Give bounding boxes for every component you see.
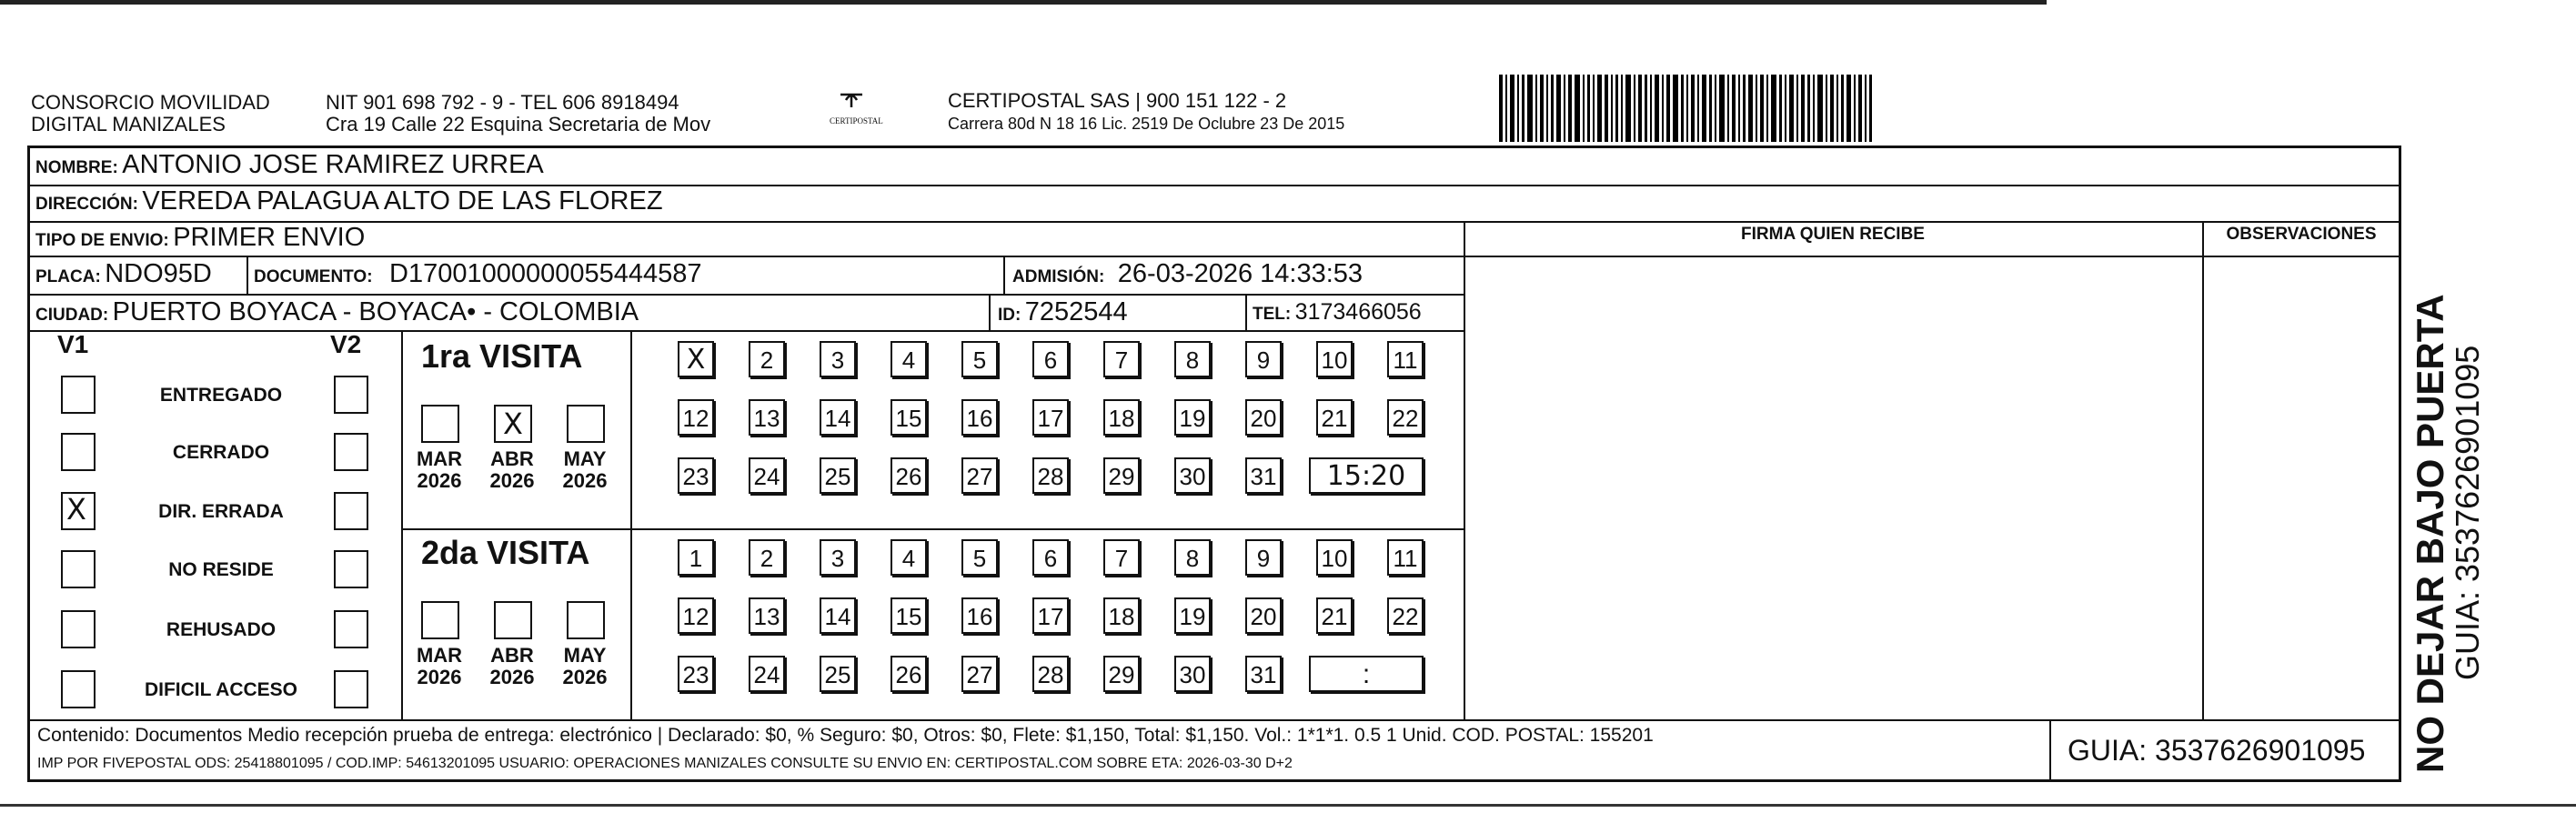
visit1-month-box-mar[interactable] bbox=[421, 405, 459, 443]
barcode-bar bbox=[1681, 75, 1684, 142]
visit1-day-12[interactable]: 12 bbox=[678, 399, 714, 436]
barcode-bar bbox=[1709, 75, 1712, 142]
visit1-day-16[interactable]: 16 bbox=[961, 399, 998, 436]
visit1-month-label: MAY bbox=[563, 447, 607, 470]
visit2-day-14[interactable]: 14 bbox=[820, 597, 856, 634]
visit2-day-12[interactable]: 12 bbox=[678, 597, 714, 634]
barcode-bar bbox=[1551, 75, 1554, 142]
visit2-day-22[interactable]: 22 bbox=[1387, 597, 1424, 634]
barcode-bar bbox=[1655, 75, 1659, 142]
ciudad-label: CIUDAD: bbox=[35, 306, 109, 325]
visit2-day-31[interactable]: 31 bbox=[1245, 656, 1282, 692]
visit2-day-11[interactable]: 11 bbox=[1387, 539, 1424, 576]
visit1-day-15[interactable]: 15 bbox=[891, 399, 927, 436]
barcode-bar bbox=[1605, 75, 1608, 142]
barcode-bar bbox=[1583, 75, 1585, 142]
visit2-day-27[interactable]: 27 bbox=[961, 656, 998, 692]
barcode-bar bbox=[1686, 75, 1688, 142]
visit1-month-box-may[interactable] bbox=[567, 405, 605, 443]
company-name-line1: CONSORCIO MOVILIDAD bbox=[31, 91, 270, 114]
barcode-bar bbox=[1510, 75, 1514, 142]
barcode-bar bbox=[1662, 75, 1664, 142]
visit1-day-18[interactable]: 18 bbox=[1103, 399, 1140, 436]
barcode-bar bbox=[1732, 75, 1736, 142]
visit1-day-5[interactable]: 5 bbox=[961, 341, 998, 377]
footer-impresion: IMP POR FIVEPOSTAL ODS: 25418801095 / COD.IMP: 54613201095 USUARIO: OPERACIONES MANIZALES CONSULTE SU ENVIO EN: CERTIPOSTAL.COM SOBRE ETA: 2026-03-30 D+2 bbox=[37, 756, 1293, 771]
visit1-day-13[interactable]: 13 bbox=[749, 399, 785, 436]
tel-label: TEL: bbox=[1253, 305, 1292, 324]
barcode-bar bbox=[1836, 75, 1838, 142]
visit1-year-label: 2026 bbox=[417, 469, 462, 492]
status-label-5: REHUSADO bbox=[166, 619, 277, 640]
barcode-bar bbox=[1673, 75, 1678, 142]
barcode-bar bbox=[1813, 75, 1815, 142]
visit2-month-label: ABR bbox=[490, 644, 534, 667]
visit2-day-29[interactable]: 29 bbox=[1103, 656, 1140, 692]
status-label-6: DIFICIL ACCESO bbox=[144, 679, 297, 700]
visit1-month-caption bbox=[412, 448, 467, 492]
visit1-title: 1ra VISITA bbox=[421, 337, 583, 375]
tel-value: 3173466056 bbox=[1294, 299, 1422, 325]
rule-under-column-headers bbox=[1464, 256, 2399, 257]
visit1-month-caption bbox=[485, 448, 539, 492]
visit1-day-30[interactable]: 30 bbox=[1174, 457, 1211, 494]
visit1-day-28[interactable]: 28 bbox=[1032, 457, 1069, 494]
visit2-day-26[interactable]: 26 bbox=[891, 656, 927, 692]
visit1-day-3[interactable]: 3 bbox=[820, 341, 856, 377]
visit1-day-24[interactable]: 24 bbox=[749, 457, 785, 494]
firma-header bbox=[1464, 225, 2202, 245]
barcode-bar bbox=[1727, 75, 1729, 142]
visit2-month-label: MAR bbox=[416, 644, 463, 667]
visit2-month-box-abr[interactable] bbox=[494, 601, 532, 639]
barcode-bar bbox=[1807, 75, 1810, 142]
barcode-bar bbox=[1666, 75, 1670, 142]
visit2-day-16[interactable]: 16 bbox=[961, 597, 998, 634]
visit2-day-18[interactable]: 18 bbox=[1103, 597, 1140, 634]
barcode bbox=[1499, 75, 2219, 142]
visit1-year-label: 2026 bbox=[489, 469, 535, 492]
visit2-day-24[interactable]: 24 bbox=[749, 656, 785, 692]
visit2-day-4[interactable]: 4 bbox=[891, 539, 927, 576]
visit1-month-label: MAR bbox=[416, 447, 463, 470]
barcode-bar bbox=[1597, 75, 1602, 142]
barcode-bar bbox=[1796, 75, 1798, 142]
visit2-day-28[interactable]: 28 bbox=[1032, 656, 1069, 692]
barcode-bar bbox=[1854, 75, 1856, 142]
footer-guia: GUIA: 3537626901095 bbox=[2068, 734, 2366, 767]
visit-grids bbox=[30, 148, 1464, 719]
v1-check-mark: X bbox=[66, 492, 86, 527]
visit2-day-17[interactable]: 17 bbox=[1032, 597, 1069, 634]
barcode-bar bbox=[1564, 75, 1565, 142]
tipo-value: PRIMER ENVIO bbox=[173, 223, 366, 252]
documento-label: DOCUMENTO: bbox=[254, 267, 373, 286]
barcode-bar bbox=[1691, 75, 1695, 142]
observaciones-header bbox=[2204, 225, 2399, 245]
visit1-day-22[interactable]: 22 bbox=[1387, 399, 1424, 436]
barcode-bar bbox=[1756, 75, 1757, 142]
admision-label: ADMISIÓN: bbox=[1012, 267, 1105, 286]
barcode-bar bbox=[1611, 75, 1613, 142]
barcode-bar bbox=[1817, 75, 1823, 142]
direccion-label: DIRECCIÓN: bbox=[35, 195, 138, 214]
id-label: ID: bbox=[998, 306, 1021, 325]
barcode-bar bbox=[1779, 75, 1782, 142]
barcode-bar bbox=[1650, 75, 1652, 142]
documento-value: D17001000000055444587 bbox=[389, 259, 702, 288]
barcode-bar bbox=[1697, 75, 1699, 142]
visit1-day-10[interactable]: 10 bbox=[1316, 341, 1353, 377]
rule-footer-guia-left bbox=[2049, 719, 2051, 779]
visit2-day-20[interactable]: 20 bbox=[1245, 597, 1282, 634]
visit1-day-23[interactable]: 23 bbox=[678, 457, 714, 494]
barcode-bar bbox=[1826, 75, 1827, 142]
status-label-2: CERRADO bbox=[172, 442, 270, 463]
visit1-month-label: ABR bbox=[490, 447, 534, 470]
barcode-bar bbox=[1846, 75, 1851, 142]
visit1-day-9[interactable]: 9 bbox=[1245, 341, 1282, 377]
rule-observaciones-left bbox=[2202, 221, 2204, 719]
company-name-line2: DIGITAL MANIZALES bbox=[31, 113, 226, 136]
visit1-day-19[interactable]: 19 bbox=[1174, 399, 1211, 436]
status-label-4: NO RESIDE bbox=[168, 559, 274, 580]
direccion-value: VEREDA PALAGUA ALTO DE LAS FLOREZ bbox=[142, 186, 663, 216]
ciudad-value: PUERTO BOYACA - BOYACA• - COLOMBIA bbox=[112, 297, 639, 326]
barcode-bar bbox=[1634, 75, 1635, 142]
visit1-day-6[interactable]: 6 bbox=[1032, 341, 1069, 377]
barcode-bar bbox=[1830, 75, 1834, 142]
visit1-time-field[interactable]: 15:20 bbox=[1309, 457, 1424, 494]
placa-label: PLACA: bbox=[35, 267, 101, 286]
visit1-day-4[interactable]: 4 bbox=[891, 341, 927, 377]
visit2-day-30[interactable]: 30 bbox=[1174, 656, 1211, 692]
visit2-day-7[interactable]: 7 bbox=[1103, 539, 1140, 576]
visit1-day-20[interactable]: 20 bbox=[1245, 399, 1282, 436]
barcode-bar bbox=[1841, 75, 1844, 142]
barcode-bar bbox=[1785, 75, 1786, 142]
barcode-bar bbox=[1587, 75, 1590, 142]
visit1-month-box-abr[interactable] bbox=[494, 405, 532, 443]
visit2-month-label: MAY bbox=[563, 644, 607, 667]
barcode-bar bbox=[1575, 75, 1580, 142]
visit2-day-3[interactable]: 3 bbox=[820, 539, 856, 576]
carrier-name: CERTIPOSTAL SAS | 900 151 122 - 2 bbox=[948, 89, 1287, 112]
carrier-logo bbox=[833, 89, 870, 116]
visit2-month-box-mar[interactable] bbox=[421, 601, 459, 639]
visit2-day-8[interactable]: 8 bbox=[1174, 539, 1211, 576]
barcode-bar bbox=[1702, 75, 1706, 142]
barcode-bar bbox=[1540, 75, 1544, 142]
visit2-day-21[interactable]: 21 bbox=[1316, 597, 1353, 634]
barcode-bar bbox=[1546, 75, 1548, 142]
status-label-3: DIR. ERRADA bbox=[158, 501, 284, 522]
placa-value: NDO95D bbox=[105, 259, 212, 288]
footer-contenido: Contenido: Documentos Medio recepción prueba de entrega: electrónico | Declarado: $0, % Seguro: $0, Otros: $0, Flete: $1,150, Total: $1,150. Vol.: 1*1*1. 0.5 1 Unid. COD. POSTAL: 155201 bbox=[37, 725, 1654, 746]
barcode-bar bbox=[1522, 75, 1524, 142]
visit1-day-21[interactable]: 21 bbox=[1316, 399, 1353, 436]
visit2-time-field[interactable]: : bbox=[1309, 656, 1424, 692]
visit2-day-5[interactable]: 5 bbox=[961, 539, 998, 576]
barcode-bar bbox=[1858, 75, 1862, 142]
barcode-bar bbox=[1625, 75, 1631, 142]
barcode-bar bbox=[1771, 75, 1776, 142]
visit2-day-1[interactable]: 1 bbox=[678, 539, 714, 576]
rule-firma-left bbox=[1464, 221, 1465, 719]
visit1-day-14[interactable]: 14 bbox=[820, 399, 856, 436]
visit2-day-23[interactable]: 23 bbox=[678, 656, 714, 692]
barcode-bar bbox=[1801, 75, 1805, 142]
v2-header: V2 bbox=[330, 330, 362, 358]
visit2-day-15[interactable]: 15 bbox=[891, 597, 927, 634]
barcode-bar bbox=[1760, 75, 1764, 142]
visit1-day-1[interactable]: X bbox=[678, 341, 714, 377]
id-value: 7252544 bbox=[1024, 297, 1128, 326]
bottom-border-line bbox=[0, 804, 2576, 807]
barcode-bar bbox=[1743, 75, 1746, 142]
barcode-bar bbox=[1621, 75, 1623, 142]
visit1-day-2[interactable]: 2 bbox=[749, 341, 785, 377]
visit1-day-17[interactable]: 17 bbox=[1032, 399, 1069, 436]
barcode-bar bbox=[1568, 75, 1572, 142]
side-warning: NO DEJAR BAJO PUERTA bbox=[2409, 294, 2451, 773]
barcode-bar bbox=[1638, 75, 1642, 142]
status-label-1: ENTREGADO bbox=[159, 385, 283, 406]
barcode-bar bbox=[1593, 75, 1595, 142]
barcode-bar bbox=[1556, 75, 1561, 142]
barcode-bar bbox=[1517, 75, 1519, 142]
barcode-bar bbox=[1719, 75, 1725, 142]
visit2-day-2[interactable]: 2 bbox=[749, 539, 785, 576]
company-nit: NIT 901 698 792 - 9 - TEL 606 8918494 bbox=[326, 91, 679, 114]
visit2-day-9[interactable]: 9 bbox=[1245, 539, 1282, 576]
visit1-month-mark: X bbox=[503, 406, 523, 441]
visit2-year-label: 2026 bbox=[417, 666, 462, 688]
nombre-value: ANTONIO JOSE RAMIREZ URREA bbox=[122, 150, 544, 179]
carrier-address: Carrera 80d N 18 16 Lic. 2519 De Oclubre 23 De 2015 bbox=[948, 115, 1345, 133]
barcode-bar bbox=[1738, 75, 1740, 142]
barcode-bar bbox=[1527, 75, 1533, 142]
visit2-day-10[interactable]: 10 bbox=[1316, 539, 1353, 576]
side-guia: GUIA: 3537626901095 bbox=[2449, 345, 2486, 680]
visit2-month-caption bbox=[558, 645, 612, 688]
v1-header: V1 bbox=[57, 330, 89, 358]
visit2-year-label: 2026 bbox=[489, 666, 535, 688]
barcode-bar bbox=[1789, 75, 1794, 142]
visit1-day-8[interactable]: 8 bbox=[1174, 341, 1211, 377]
observaciones-header-label: OBSERVACIONES bbox=[2226, 225, 2377, 244]
visit2-day-13[interactable]: 13 bbox=[749, 597, 785, 634]
visit1-day-29[interactable]: 29 bbox=[1103, 457, 1140, 494]
barcode-bar bbox=[1645, 75, 1647, 142]
barcode-bar bbox=[1535, 75, 1537, 142]
firma-header-label: FIRMA QUIEN RECIBE bbox=[1741, 225, 1925, 244]
barcode-bar bbox=[1766, 75, 1768, 142]
visit1-day-27[interactable]: 27 bbox=[961, 457, 998, 494]
visit2-day-25[interactable]: 25 bbox=[820, 656, 856, 692]
barcode-bar bbox=[1505, 75, 1507, 142]
barcode-bar bbox=[1499, 75, 1503, 142]
carrier-logo-text: CERTIPOSTAL bbox=[830, 116, 883, 125]
rule-above-footer bbox=[30, 719, 2399, 721]
visit1-day-25[interactable]: 25 bbox=[820, 457, 856, 494]
visit1-day-11[interactable]: 11 bbox=[1387, 341, 1424, 377]
barcode-bar bbox=[1865, 75, 1867, 142]
visit2-day-6[interactable]: 6 bbox=[1032, 539, 1069, 576]
barcode-bar bbox=[1715, 75, 1716, 142]
shipping-form bbox=[27, 146, 2401, 782]
barcode-bar bbox=[1869, 75, 1872, 142]
visit2-month-box-may[interactable] bbox=[567, 601, 605, 639]
visit2-title: 2da VISITA bbox=[421, 534, 590, 571]
tipo-label: TIPO DE ENVIO: bbox=[35, 231, 169, 250]
visit1-year-label: 2026 bbox=[562, 469, 608, 492]
admision-value: 26-03-2026 14:33:53 bbox=[1117, 259, 1363, 288]
company-address: Cra 19 Calle 22 Esquina Secretaria de Mov bbox=[326, 113, 711, 136]
visit2-month-caption bbox=[412, 645, 467, 688]
visit2-day-19[interactable]: 19 bbox=[1174, 597, 1211, 634]
visit1-day-7[interactable]: 7 bbox=[1103, 341, 1140, 377]
barcode-bar bbox=[1748, 75, 1753, 142]
visit1-day-26[interactable]: 26 bbox=[891, 457, 927, 494]
visit1-day-31[interactable]: 31 bbox=[1245, 457, 1282, 494]
top-border-line bbox=[0, 0, 2047, 5]
visit2-month-caption bbox=[485, 645, 539, 688]
barcode-bar bbox=[1615, 75, 1618, 142]
visit1-month-caption bbox=[558, 448, 612, 492]
visit2-year-label: 2026 bbox=[562, 666, 608, 688]
nombre-label: NOMBRE: bbox=[35, 158, 118, 177]
